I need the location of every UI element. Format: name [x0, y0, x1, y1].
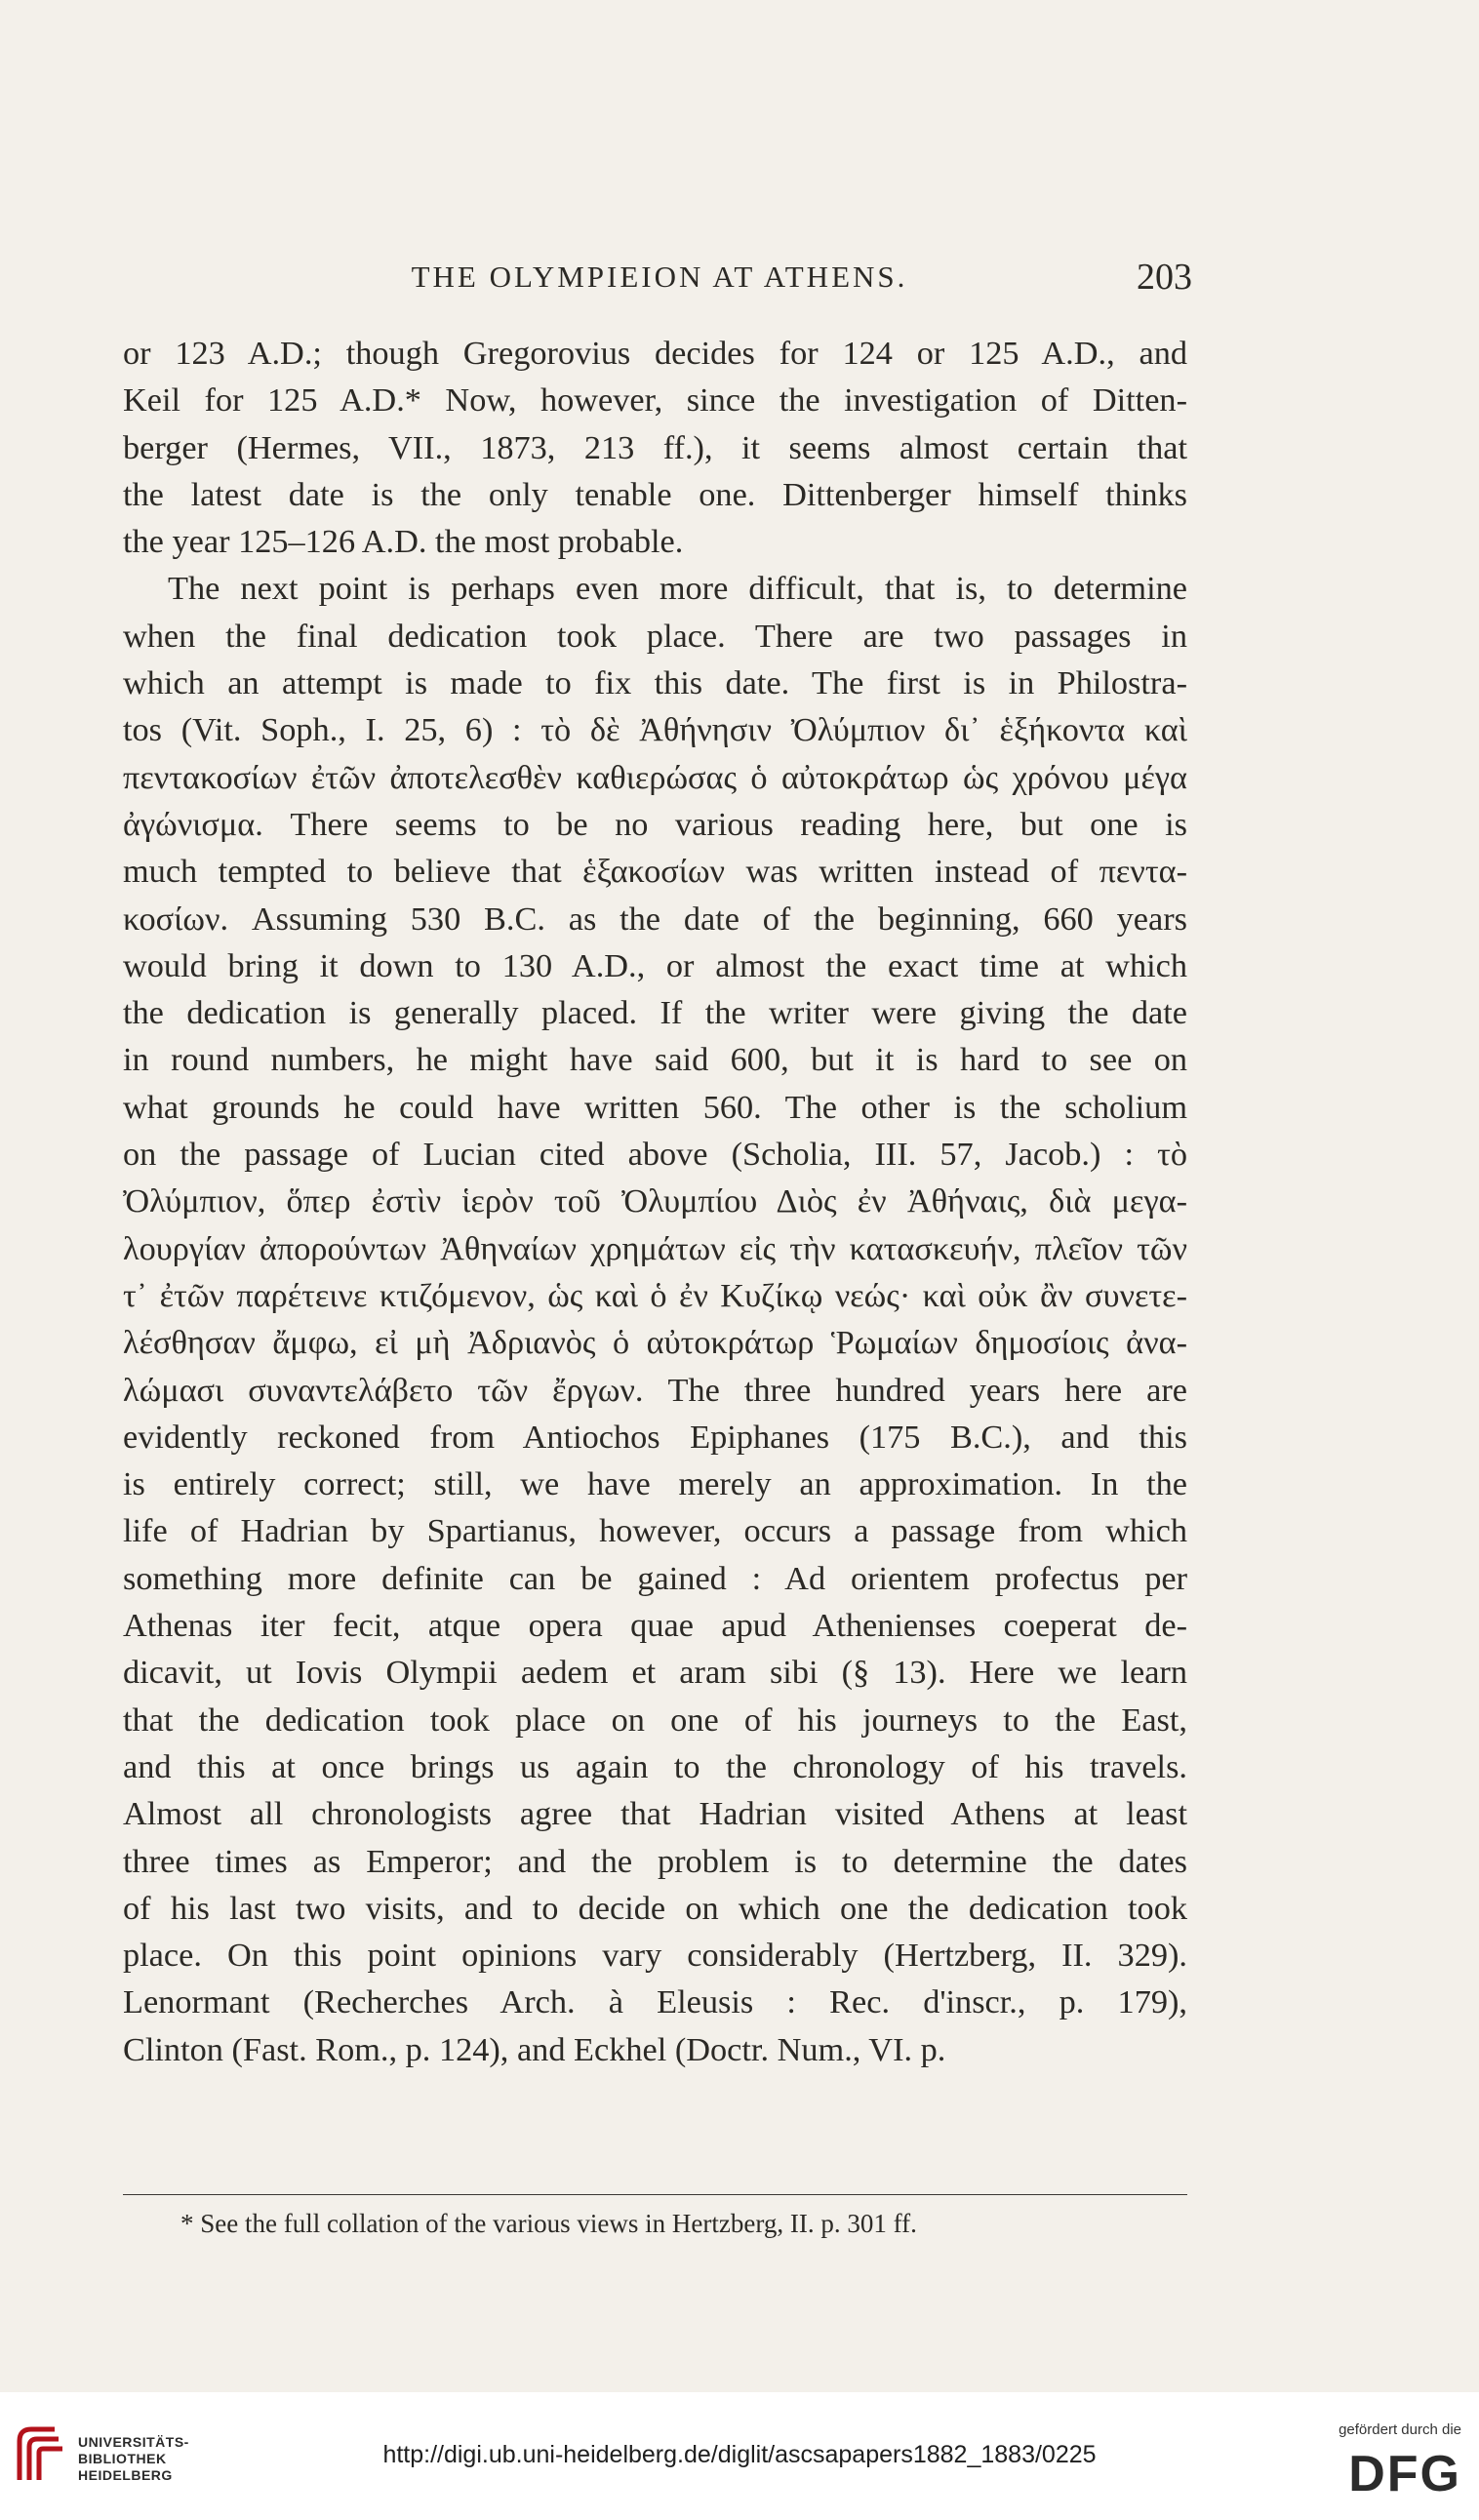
footnote: * See the full collation of the various views in Hertzberg, II. p. 301 ff.	[180, 2209, 917, 2238]
text-line: on the passage of Lucian cited above (Scholia, III. 57, Jacob.) : τὸ	[123, 1136, 1187, 1174]
text-line: λουργίαν ἀπορούντων Ἀθηναίων χρημάτων εἰς τὴν κατασκευήν, πλεῖον τῶν	[123, 1229, 1187, 1267]
text-line: πεντακοσίων ἐτῶν ἀποτελεσθὲν καθιερώσας ὁ αὐτοκράτωρ ὡς χρόνου μέγα	[123, 758, 1187, 796]
page-header	[127, 256, 1192, 304]
source-url-link[interactable]: http://digi.ub.uni-heidelberg.de/diglit/ascsapapers1882_1883/0225	[382, 2441, 1097, 2468]
text-line: Almost all chronologists agree that Hadrian visited Athens at least	[123, 1795, 1187, 1833]
text-line: or 123 A.D.; though Gregorovius decides for 124 or 125 A.D., and	[123, 335, 1187, 372]
text-line: when the final dedication took place. There are two passages in	[123, 617, 1187, 655]
text-line: life of Hadrian by Spartianus, however, occurs a passage from which	[123, 1512, 1187, 1550]
text-line: The next point is perhaps even more difficult, that is, to determine	[168, 570, 1187, 608]
viewer-footer	[0, 2392, 1479, 2520]
text-line: the dedication is generally placed. If the writer were giving the date	[123, 994, 1187, 1032]
logo-line: HEIDELBERG	[78, 2467, 173, 2483]
text-line: dicavit, ut Iovis Olympii aedem et aram sibi (§ 13). Here we learn	[123, 1654, 1187, 1692]
text-line: three times as Emperor; and the problem is to determine the dates	[123, 1842, 1187, 1880]
text-line: evidently reckoned from Antiochos Epiphanes (175 B.C.), and this	[123, 1418, 1187, 1456]
page-number: 203	[1137, 257, 1192, 298]
text-line: the year 125–126 A.D. the most probable.	[123, 523, 684, 561]
logo-line: BIBLIOTHEK	[78, 2451, 167, 2466]
text-line: Clinton (Fast. Rom., p. 124), and Eckhel (Doctr. Num., VI. p.	[123, 2030, 946, 2068]
text-line: Lenormant (Recherches Arch. à Eleusis : Rec. d'inscr., p. 179),	[123, 1983, 1187, 2021]
text-line: that the dedication took place on one of his journeys to the East,	[123, 1700, 1187, 1739]
running-head: THE OLYMPIEION AT ATHENS.	[411, 260, 908, 294]
text-line: ἀγώνισμα. There seems to be no various reading here, but one is	[123, 805, 1187, 843]
text-line: and this at once brings us again to the chronology of his travels.	[123, 1747, 1187, 1785]
text-line: of his last two visits, and to decide on which one the dedication took	[123, 1889, 1187, 1927]
text-line: which an attempt is made to fix this date. The first is in Philostra-	[123, 664, 1187, 702]
text-line: much tempted to believe that ἑξακοσίων was written instead of πεντα-	[123, 853, 1187, 891]
text-line: λέσθησαν ἄμφω, εἰ μὴ Ἀδριανὸς ὁ αὐτοκράτωρ Ῥωμαίων δημοσίοις ἀνα-	[123, 1324, 1187, 1362]
text-line: what grounds he could have written 560. The other is the scholium	[123, 1088, 1187, 1126]
text-line: the latest date is the only tenable one. Dittenberger himself thinks	[123, 475, 1187, 513]
dfg-logo: DFG	[1348, 2446, 1461, 2502]
text-line: berger (Hermes, VII., 1873, 213 ff.), it seems almost certain that	[123, 428, 1187, 466]
footnote-divider	[123, 2194, 1187, 2195]
sponsor-note: gefördert durch die	[1339, 2421, 1461, 2438]
body-text	[123, 330, 1187, 2073]
text-line: τ᾽ ἐτῶν παρέτεινε κτιζόμενον, ὡς καὶ ὁ ἐν Κυζίκῳ νεώς· καὶ οὐκ ἂν συνετε-	[123, 1276, 1187, 1314]
text-line: something more definite can be gained : Ad orientem profectus per	[123, 1559, 1187, 1597]
text-line: place. On this point opinions vary considerably (Hertzberg, II. 329).	[123, 1937, 1187, 1975]
text-line: tos (Vit. Soph., I. 25, 6) : τὸ δὲ Ἀθήνησιν Ὀλύμπιον δι᾽ ἑξήκοντα καὶ	[123, 711, 1187, 749]
text-line: Ὀλύμπιον, ὅπερ ἐστὶν ἱερὸν τοῦ Ὀλυμπίου Διὸς ἐν Ἀθήναις, διὰ μεγα-	[123, 1182, 1187, 1220]
text-line: in round numbers, he might have said 600, but it is hard to see on	[123, 1041, 1187, 1079]
text-line: would bring it down to 130 A.D., or almost the exact time at which	[123, 946, 1187, 984]
text-line: Keil for 125 A.D.* Now, however, since the investigation of Ditten-	[123, 381, 1187, 420]
text-line: is entirely correct; still, we have merely an approximation. In the	[123, 1465, 1187, 1503]
text-line: λώμασι συναντελάβετο τῶν ἔργων. The three hundred years here are	[123, 1371, 1187, 1409]
text-line: κοσίων. Assuming 530 B.C. as the date of the beginning, 660 years	[123, 900, 1187, 938]
logo-line: UNIVERSITÄTS-	[78, 2434, 189, 2450]
text-line: Athenas iter fecit, atque opera quae apud Athenienses coeperat de-	[123, 1607, 1187, 1645]
